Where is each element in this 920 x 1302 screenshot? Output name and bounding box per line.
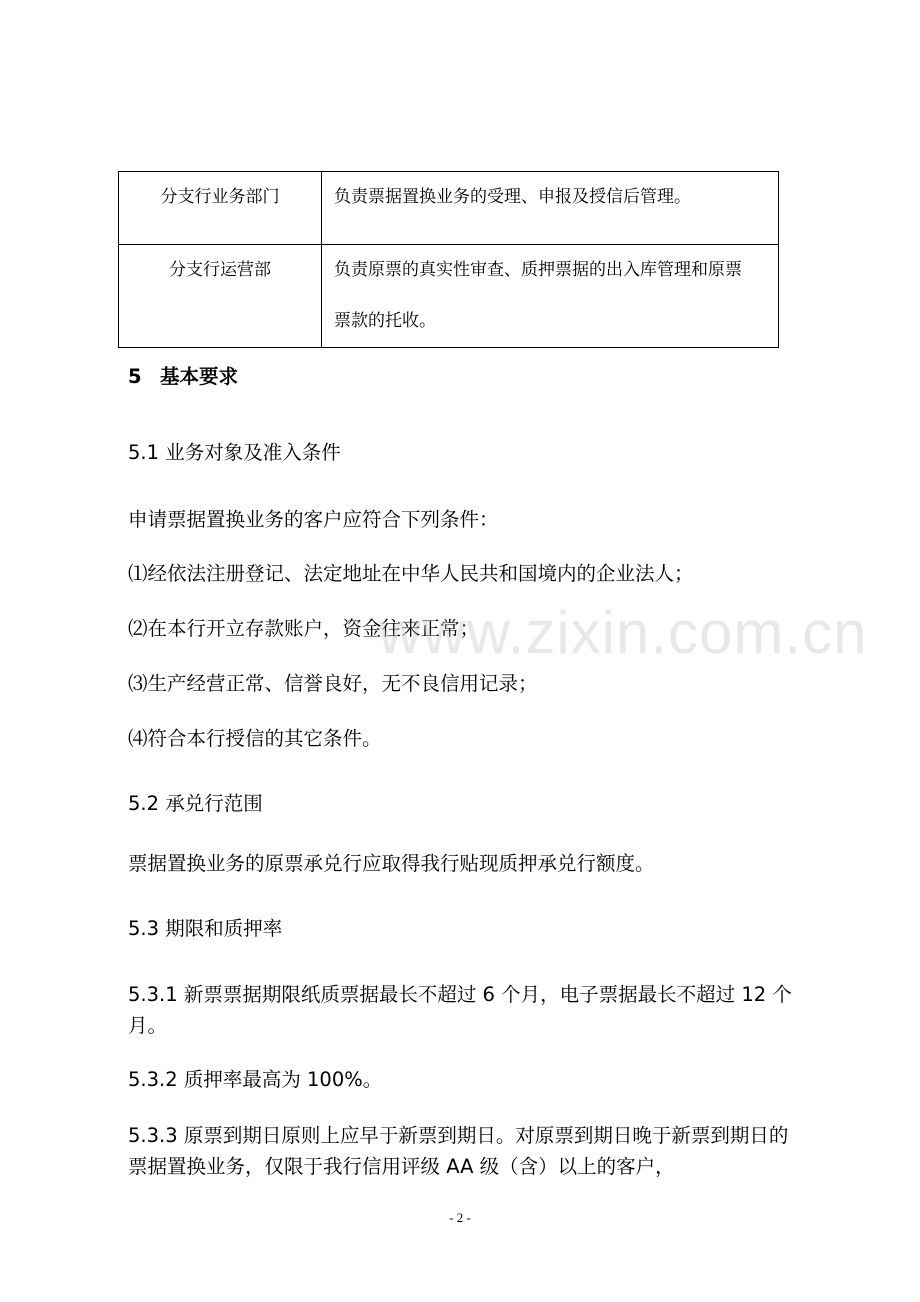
duty-line: 负责原票的真实性审查、质押票据的出入库管理和原票: [334, 260, 742, 280]
department-duty-table: [118, 171, 779, 348]
watermark: www.zixin.com.cn: [378, 599, 868, 666]
paragraph: 5.3.1 新票票据期限纸质票据最长不超过 6 个月，电子票据最长不超过 12 个月。: [128, 983, 792, 1037]
subsection-heading: 5.2 承兑行范围: [128, 792, 263, 815]
dept-cell: 分支行业务部门: [119, 172, 322, 245]
subsection-heading: 5.1 业务对象及准入条件: [128, 441, 341, 464]
paragraph: 5.3.2 质押率最高为 100%。: [128, 1068, 383, 1091]
paragraph: 5.3.3 原票到期日原则上应早于新票到期日。对原票到期日晚于新票到期日的票据置换业务，仅限于我行信用评级 AA 级（含）以上的客户，: [128, 1124, 789, 1178]
section-heading: [128, 362, 808, 392]
table-row: [119, 172, 779, 245]
list-item: ⑵在本行开立存款账户，资金往来正常；: [128, 617, 480, 640]
paragraph: 票据置换业务的原票承兑行应取得我行贴现质押承兑行额度。: [128, 852, 655, 875]
section-number: 5: [128, 365, 142, 388]
list-item: ⑷符合本行授信的其它条件。: [128, 727, 382, 750]
list-item: ⑴经依法注册登记、法定地址在中华人民共和国境内的企业法人；: [128, 562, 694, 585]
table-row: [119, 245, 779, 348]
section-title: 基本要求: [160, 365, 239, 388]
duty-line: 票款的托收。: [334, 311, 436, 331]
subsection-heading: 5.3 期限和质押率: [128, 917, 283, 940]
paragraph: 申请票据置换业务的客户应符合下列条件：: [128, 508, 499, 531]
duty-cell: 负责票据置换业务的受理、申报及授信后管理。: [322, 172, 779, 245]
page-number: - 2 -: [449, 1210, 471, 1225]
list-item: ⑶生产经营正常、信誉良好，无不良信用记录；: [128, 672, 538, 695]
duty-cell: [322, 245, 779, 348]
dept-cell: 分支行运营部: [119, 245, 322, 348]
